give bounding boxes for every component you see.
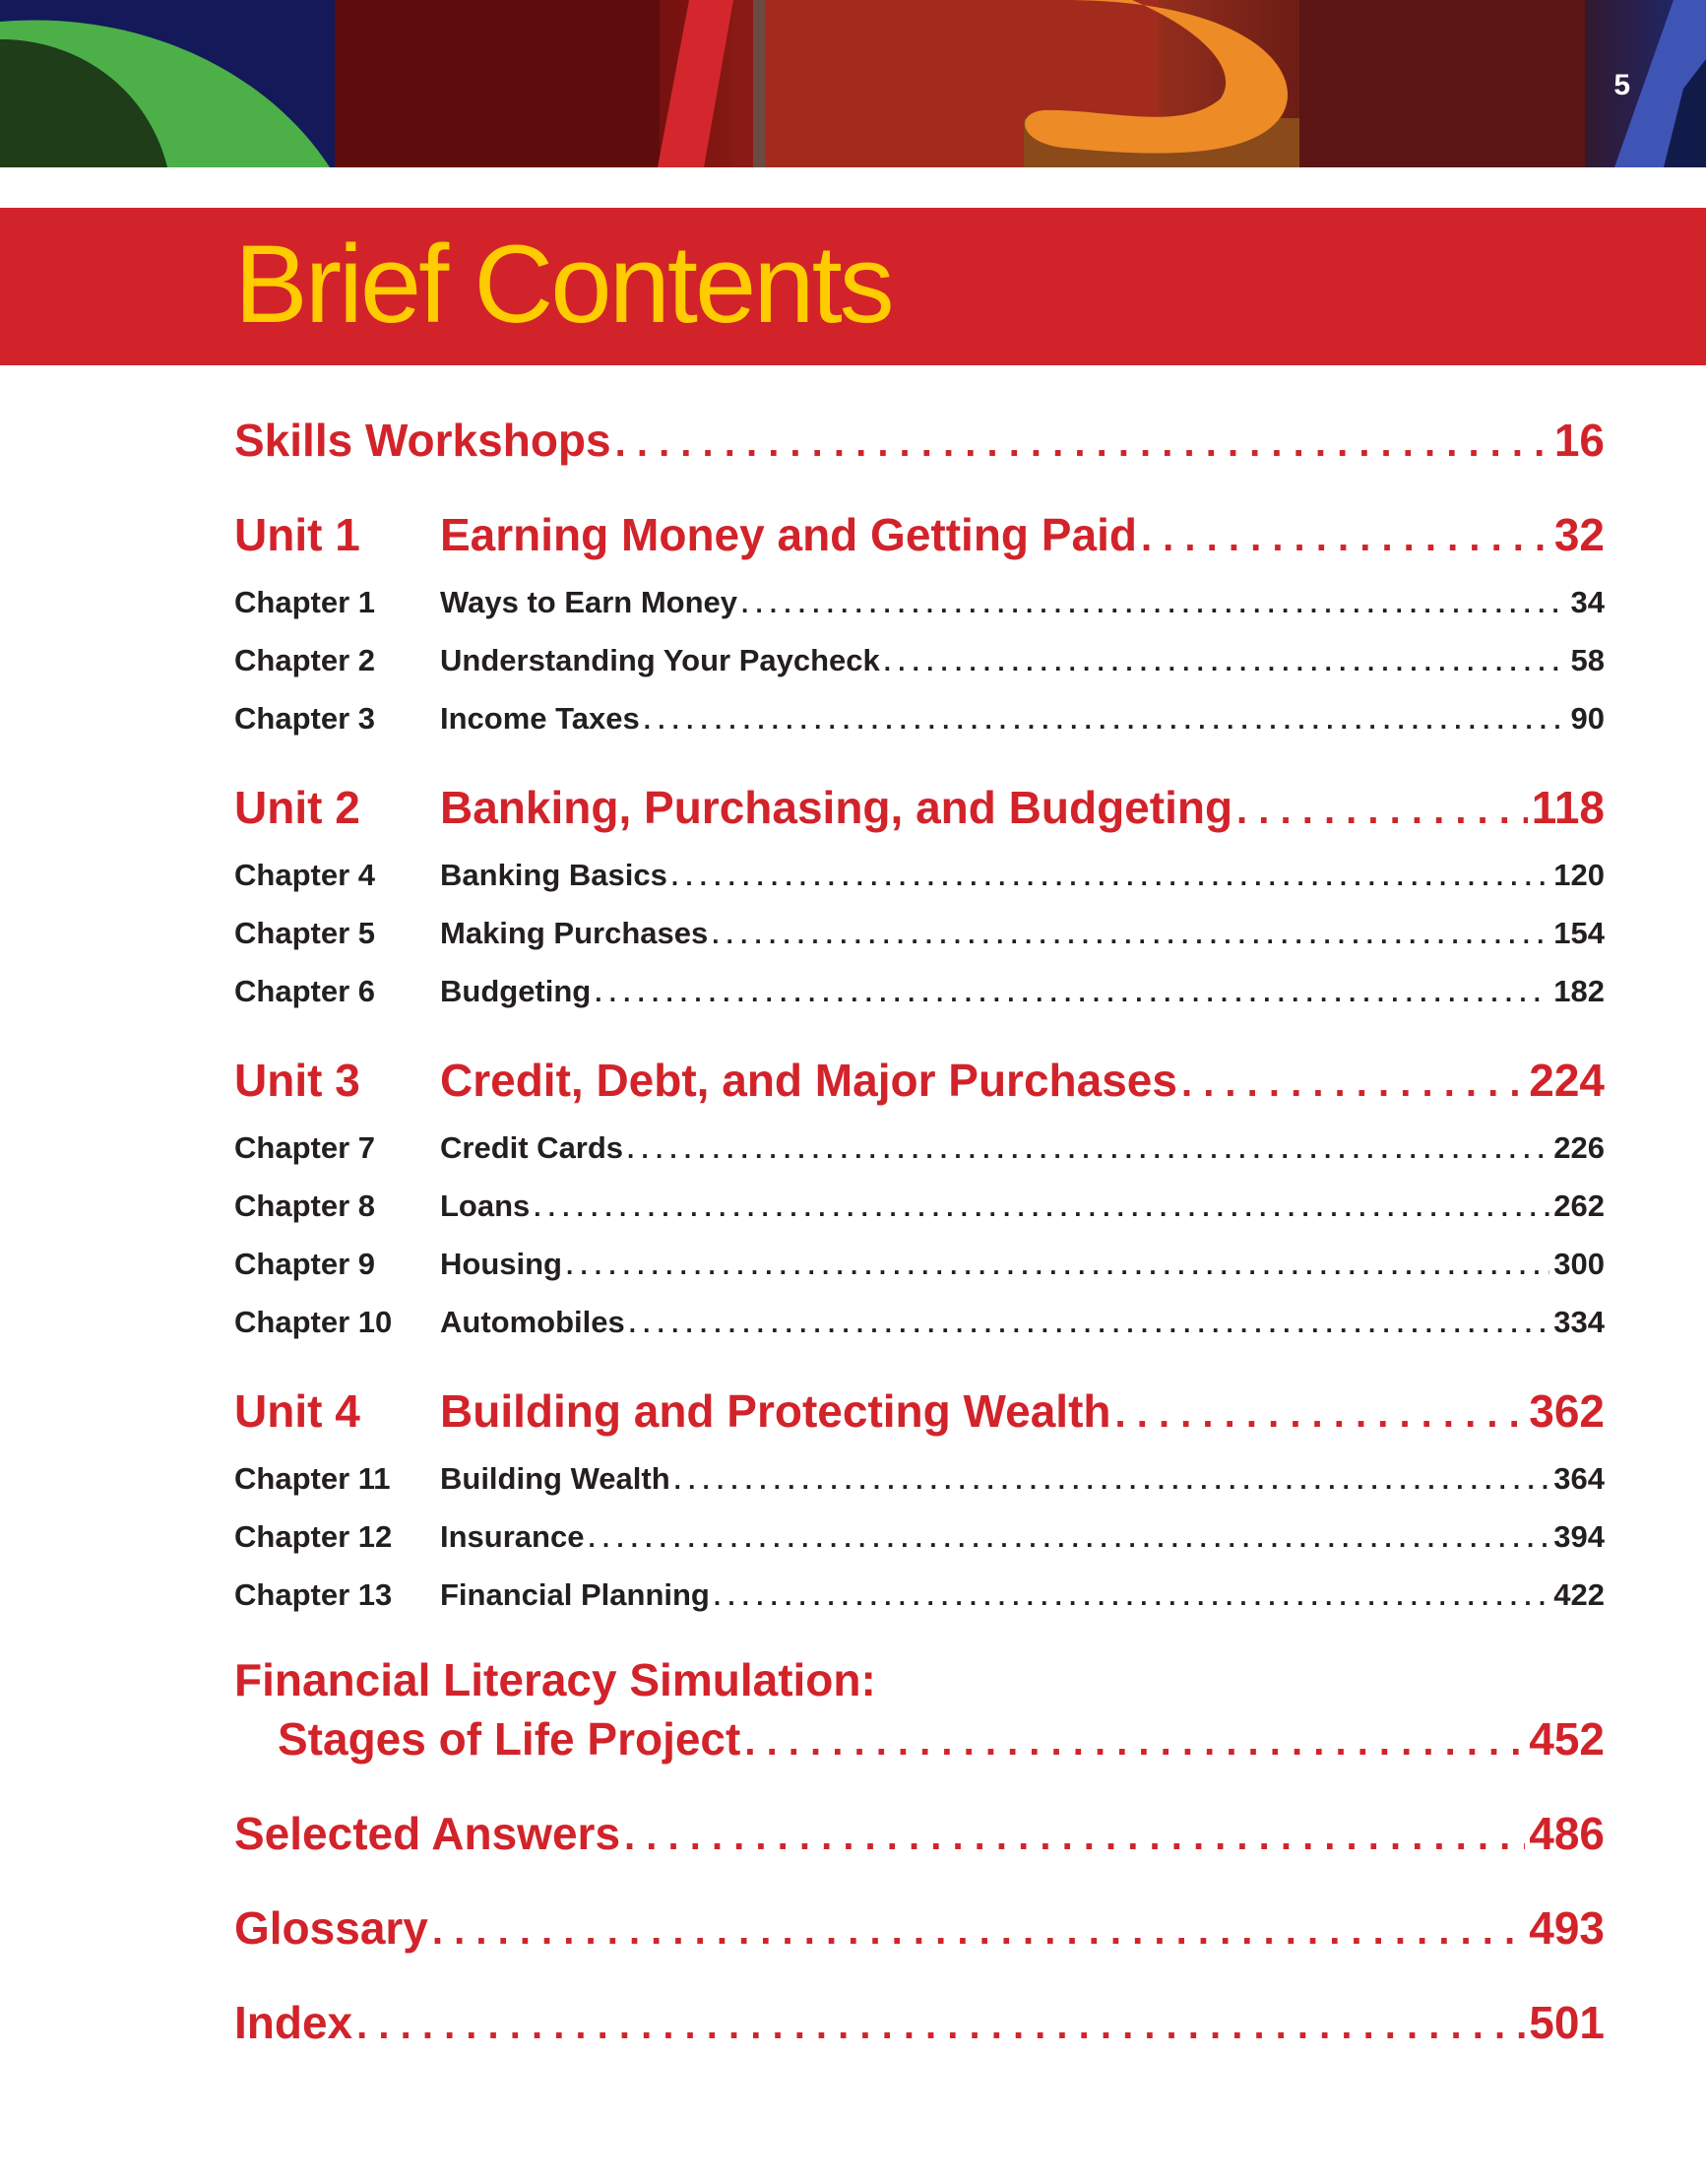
page-ref: 58 bbox=[1570, 643, 1605, 677]
chapter-title: Financial Planning bbox=[440, 1577, 710, 1612]
entry-title: Financial Literacy Simulation: bbox=[234, 1654, 876, 1705]
dot-leader bbox=[588, 1510, 1549, 1568]
chapter-label: Chapter 11 bbox=[234, 1461, 391, 1496]
page-ref: 362 bbox=[1529, 1385, 1605, 1437]
chapter-title: Understanding Your Paycheck bbox=[440, 643, 880, 677]
unit-title: Banking, Purchasing, and Budgeting bbox=[440, 782, 1233, 833]
dot-leader bbox=[741, 575, 1566, 633]
toc-entry-chapter-6[interactable] bbox=[234, 962, 1605, 1020]
toc-entry-chapter-7[interactable] bbox=[234, 1119, 1605, 1177]
dot-leader bbox=[644, 691, 1567, 749]
chapter-label: Chapter 10 bbox=[234, 1305, 393, 1339]
dot-leader bbox=[615, 421, 1550, 466]
dot-leader bbox=[671, 848, 1549, 906]
toc-entry-chapter-13[interactable] bbox=[234, 1566, 1605, 1624]
toc-entry-chapter-11[interactable] bbox=[234, 1449, 1605, 1508]
toc-entry-chapter-4[interactable] bbox=[234, 846, 1605, 904]
toc-entry-unit-2[interactable] bbox=[234, 781, 1605, 842]
page-ref: 120 bbox=[1553, 858, 1605, 892]
unit-title: Credit, Debt, and Major Purchases bbox=[440, 1055, 1177, 1106]
toc-entry-glossary[interactable] bbox=[234, 1901, 1605, 1962]
page-ref: 224 bbox=[1529, 1055, 1605, 1106]
toc-entry-chapter-1[interactable] bbox=[234, 573, 1605, 631]
dot-leader bbox=[595, 964, 1549, 1022]
chapter-label: Chapter 13 bbox=[234, 1577, 393, 1612]
toc-entry-unit-3[interactable] bbox=[234, 1054, 1605, 1115]
toc-entry-simulation-heading[interactable] bbox=[234, 1653, 1605, 1712]
header-decorative-image bbox=[0, 0, 1706, 167]
entry-title: Glossary bbox=[234, 1902, 428, 1954]
page-ref: 90 bbox=[1570, 701, 1605, 736]
unit-label: Unit 1 bbox=[234, 509, 360, 560]
chapter-label: Chapter 12 bbox=[234, 1519, 393, 1554]
chapter-title: Income Taxes bbox=[440, 701, 640, 736]
chapter-label: Chapter 6 bbox=[234, 974, 375, 1008]
dot-leader bbox=[566, 1237, 1549, 1295]
toc-entry-chapter-2[interactable] bbox=[234, 631, 1605, 689]
chapter-label: Chapter 2 bbox=[234, 643, 375, 677]
entry-title: Selected Answers bbox=[234, 1808, 621, 1859]
toc-entry-chapter-5[interactable] bbox=[234, 904, 1605, 962]
toc-entry-index[interactable] bbox=[234, 1996, 1605, 2057]
page-ref: 452 bbox=[1529, 1713, 1605, 1765]
dot-leader bbox=[356, 2004, 1525, 2048]
page-ref: 486 bbox=[1529, 1808, 1605, 1859]
page-ref: 364 bbox=[1553, 1461, 1605, 1496]
chapter-title: Banking Basics bbox=[440, 858, 667, 892]
toc-entry-stages-of-life[interactable] bbox=[234, 1712, 1605, 1773]
dot-leader bbox=[1236, 789, 1528, 833]
chapter-title: Loans bbox=[440, 1188, 531, 1223]
dot-leader bbox=[1115, 1392, 1526, 1437]
page-ref: 422 bbox=[1553, 1577, 1605, 1612]
page-ref: 118 bbox=[1531, 782, 1605, 833]
chapter-label: Chapter 7 bbox=[234, 1130, 375, 1165]
dot-leader bbox=[674, 1451, 1550, 1510]
dot-leader bbox=[629, 1295, 1550, 1353]
page-ref: 34 bbox=[1570, 585, 1605, 619]
unit-title: Earning Money and Getting Paid bbox=[440, 509, 1137, 560]
page-number: 5 bbox=[1613, 69, 1630, 101]
toc-entry-skills-workshops[interactable] bbox=[234, 414, 1605, 475]
page-ref: 394 bbox=[1553, 1519, 1605, 1554]
unit-label: Unit 4 bbox=[234, 1385, 360, 1437]
page-ref: 226 bbox=[1553, 1130, 1605, 1165]
toc-entry-chapter-10[interactable] bbox=[234, 1293, 1605, 1351]
dot-leader bbox=[714, 1568, 1549, 1626]
page-ref: 493 bbox=[1529, 1902, 1605, 1954]
page-ref: 154 bbox=[1553, 916, 1605, 950]
chapter-title: Credit Cards bbox=[440, 1130, 624, 1165]
chapter-title: Building Wealth bbox=[440, 1461, 670, 1496]
chapter-label: Chapter 5 bbox=[234, 916, 375, 950]
toc-entry-chapter-3[interactable] bbox=[234, 689, 1605, 747]
chapter-title: Insurance bbox=[440, 1519, 585, 1554]
unit-title: Building and Protecting Wealth bbox=[440, 1385, 1111, 1437]
entry-title: Skills Workshops bbox=[234, 415, 611, 466]
entry-title: Stages of Life Project bbox=[278, 1713, 741, 1765]
dot-leader bbox=[624, 1815, 1525, 1859]
dot-leader bbox=[627, 1121, 1549, 1179]
abstract-letters-illustration bbox=[0, 0, 1706, 167]
page-ref: 334 bbox=[1553, 1305, 1605, 1339]
title-banner bbox=[0, 208, 1706, 365]
toc-entry-chapter-9[interactable] bbox=[234, 1235, 1605, 1293]
chapter-label: Chapter 8 bbox=[234, 1188, 375, 1223]
unit-label: Unit 2 bbox=[234, 782, 360, 833]
toc-entry-unit-1[interactable] bbox=[234, 508, 1605, 569]
dot-leader bbox=[1141, 516, 1550, 560]
table-of-contents bbox=[234, 414, 1605, 2057]
chapter-label: Chapter 9 bbox=[234, 1247, 375, 1281]
chapter-title: Automobiles bbox=[440, 1305, 625, 1339]
chapter-title: Ways to Earn Money bbox=[440, 585, 738, 619]
page-ref: 182 bbox=[1553, 974, 1605, 1008]
page-title: Brief Contents bbox=[234, 223, 892, 346]
unit-label: Unit 3 bbox=[234, 1055, 360, 1106]
chapter-title: Making Purchases bbox=[440, 916, 709, 950]
dot-leader bbox=[712, 906, 1549, 964]
chapter-label: Chapter 3 bbox=[234, 701, 375, 736]
dot-leader bbox=[432, 1909, 1525, 1954]
page-ref: 16 bbox=[1553, 415, 1605, 466]
chapter-label: Chapter 1 bbox=[234, 585, 375, 619]
chapter-title: Housing bbox=[440, 1247, 562, 1281]
chapter-title: Budgeting bbox=[440, 974, 592, 1008]
entry-title: Index bbox=[234, 1997, 353, 2048]
page-ref: 300 bbox=[1553, 1247, 1605, 1281]
dot-leader bbox=[1181, 1061, 1525, 1106]
dot-leader bbox=[884, 633, 1567, 691]
dot-leader bbox=[534, 1179, 1549, 1237]
page-ref: 262 bbox=[1553, 1188, 1605, 1223]
toc-entry-chapter-8[interactable] bbox=[234, 1177, 1605, 1235]
toc-entry-chapter-12[interactable] bbox=[234, 1508, 1605, 1566]
toc-entry-unit-4[interactable] bbox=[234, 1384, 1605, 1445]
dot-leader bbox=[744, 1720, 1525, 1765]
toc-entry-selected-answers[interactable] bbox=[234, 1807, 1605, 1868]
page-ref: 501 bbox=[1529, 1997, 1605, 2048]
page-ref: 32 bbox=[1553, 509, 1605, 560]
chapter-label: Chapter 4 bbox=[234, 858, 375, 892]
